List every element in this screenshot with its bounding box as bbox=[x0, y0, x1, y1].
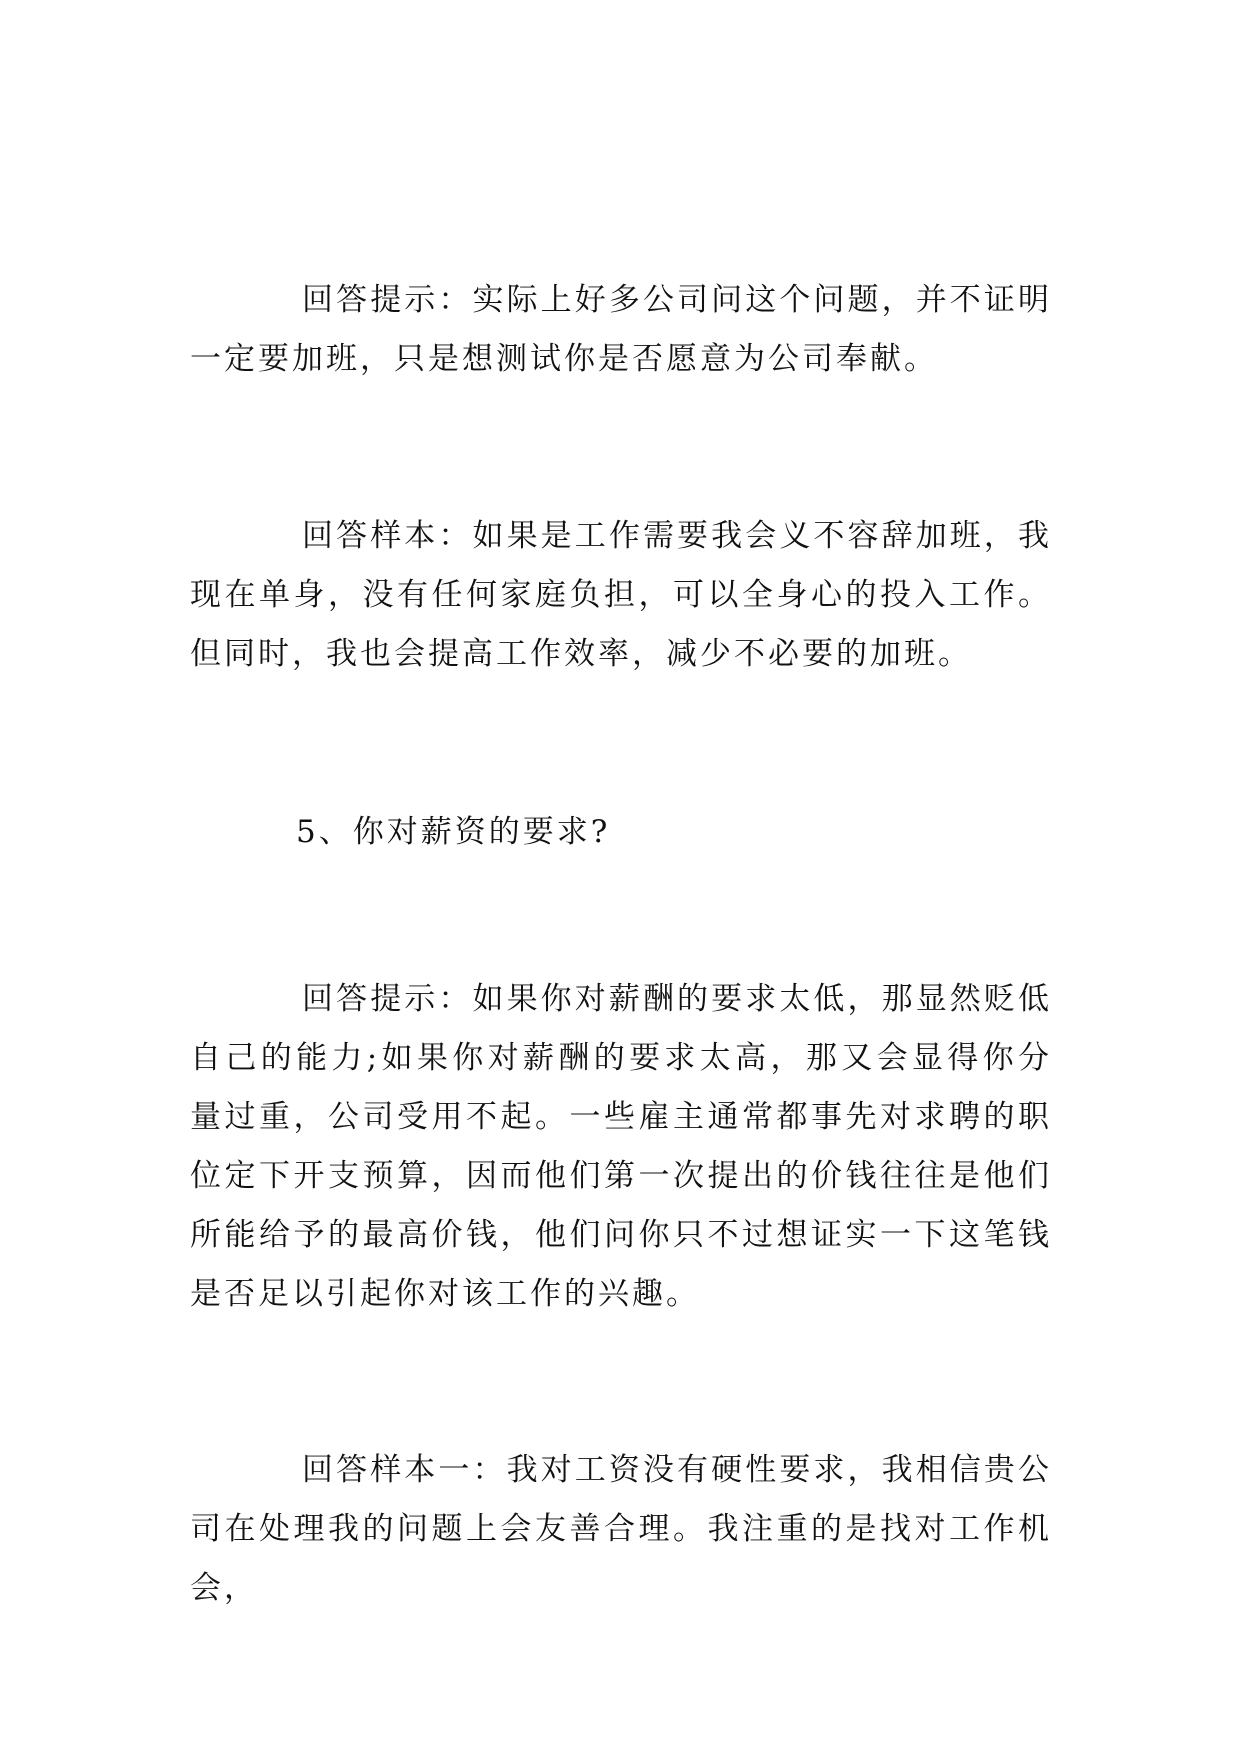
paragraph-answer-sample-one-salary: 回答样本一：我对工资没有硬性要求，我相信贵公司在处理我的问题上会友善合理。我注重的是找对工作机会， bbox=[190, 1452, 1052, 1606]
question-heading-salary: 5、你对薪资的要求? bbox=[296, 814, 611, 850]
paragraph-answer-hint-overtime: 回答提示：实际上好多公司问这个问题，并不证明一定要加班，只是想测试你是否愿意为公司奉献。 bbox=[190, 282, 1052, 377]
paragraph-answer-hint-salary: 回答提示：如果你对薪酬的要求太低，那显然贬低自己的能力;如果你对薪酬的要求太高，那又会显得你分量过重，公司受用不起。一些雇主通常都事先对求聘的职位定下开支预算，因而他们第一次提出的价钱往往是他们所能给予的最高价钱，他们问你只不过想证实一下这笔钱是否足以引起你对该工作的兴趣。 bbox=[190, 981, 1052, 1312]
paragraph-answer-sample-overtime: 回答样本：如果是工作需要我会义不容辞加班，我现在单身，没有任何家庭负担，可以全身心的投入工作。但同时，我也会提高工作效率，减少不必要的加班。 bbox=[190, 518, 1052, 672]
